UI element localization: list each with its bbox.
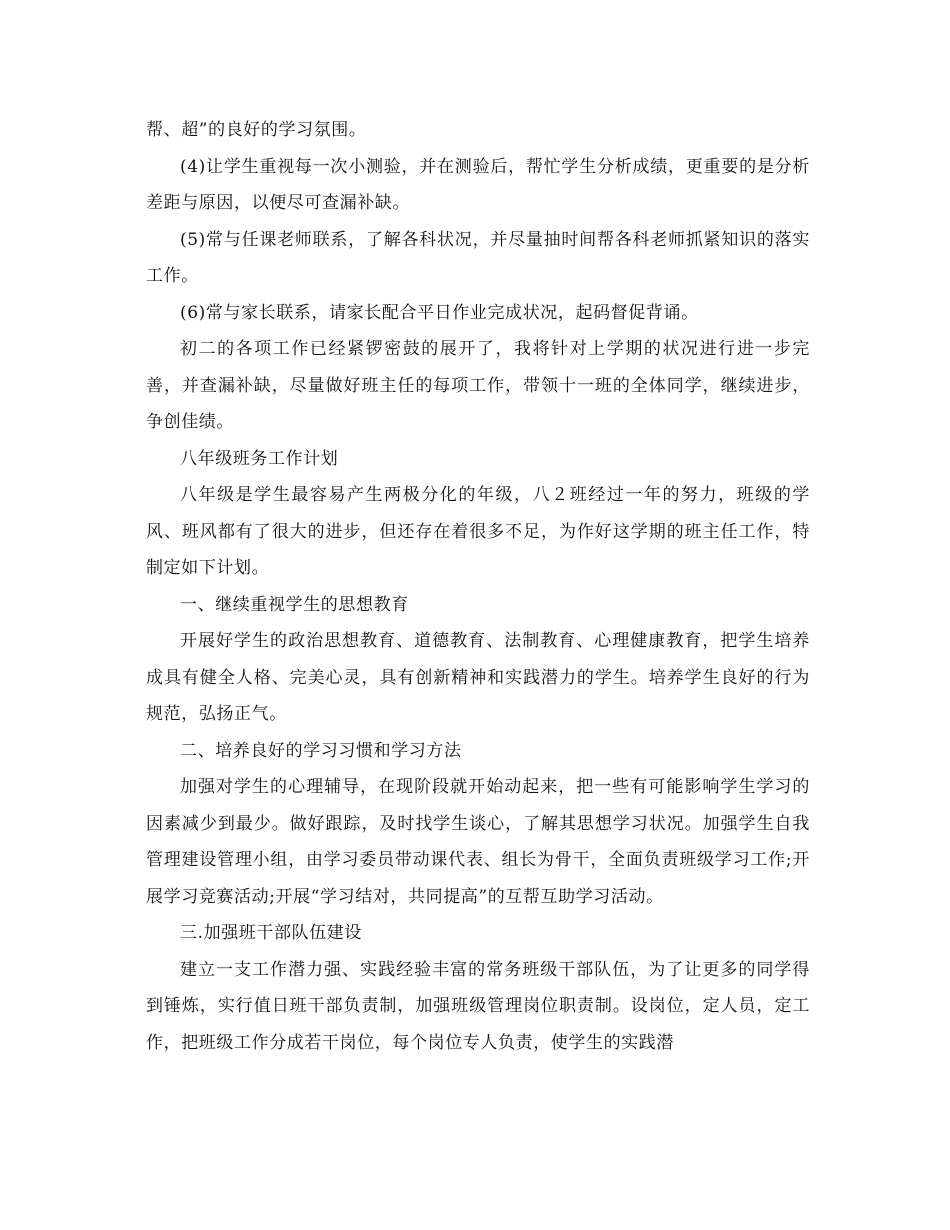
paragraph: 开展好学生的政治思想教育、道德教育、法制教育、心理健康教育，把学生培养成具有健全人格、完美心灵，具有创新精神和实践潜力的学生。培养学生良好的行为规范，弘扬正气。 xyxy=(146,631,810,724)
section-heading: 二、培养良好的学习习惯和学习方法 xyxy=(180,740,462,761)
document-body xyxy=(146,112,810,1061)
paragraph: 加强对学生的心理辅导，在现阶段就开始动起来，把一些有可能影响学生学习的因素减少到最少。做好跟踪，及时找学生谈心，了解其思想学习状况。加强学生自我管理建设管理小组，由学习委员带动课代表、组长为骨干，全面负责班级学习工作;开展学习竞赛活动;开展“学习结对，共同提高”的互帮互助学习活动。 xyxy=(146,777,810,907)
paragraph: (6)常与家长联系，请家长配合平日作业完成状况，起码督促背诵。 xyxy=(180,302,699,323)
paragraph: (5)常与任课老师联系，了解各科状况，并尽量抽时间帮各科老师抓紧知识的落实工作。 xyxy=(146,229,810,286)
section-heading: 三.加强班干部队伍建设 xyxy=(180,923,363,943)
paragraph: 帮、超”的良好的学习氛围。 xyxy=(146,120,367,140)
section-heading: 八年级班务工作计划 xyxy=(180,448,339,469)
paragraph: 建立一支工作潜力强、实践经验丰富的常务班级干部队伍，为了让更多的同学得到锤炼，实行值日班干部负责制，加强班级管理岗位职责制。设岗位，定人员，定工作，把班级工作分成若干岗位，每个岗位专人负责，使学生的实践潜 xyxy=(146,959,810,1053)
paragraph: 八年级是学生最容易产生两极分化的年级，八２班经过一年的努力，班级的学风、班风都有了很大的进步，但还存在着很多不足，为作好这学期的班主任工作，特制定如下计划。 xyxy=(146,485,810,578)
paragraph: 初二的各项工作已经紧锣密鼓的展开了，我将针对上学期的状况进行进一步完善，并查漏补缺，尽量做好班主任的每项工作，带领十一班的全体同学，继续进步，争创佳绩。 xyxy=(146,339,810,432)
paragraph: (4)让学生重视每一次小测验，并在测验后，帮忙学生分析成绩，更重要的是分析差距与原因，以便尽可查漏补缺。 xyxy=(146,156,810,213)
section-heading: 一、继续重视学生的思想教育 xyxy=(180,594,409,615)
